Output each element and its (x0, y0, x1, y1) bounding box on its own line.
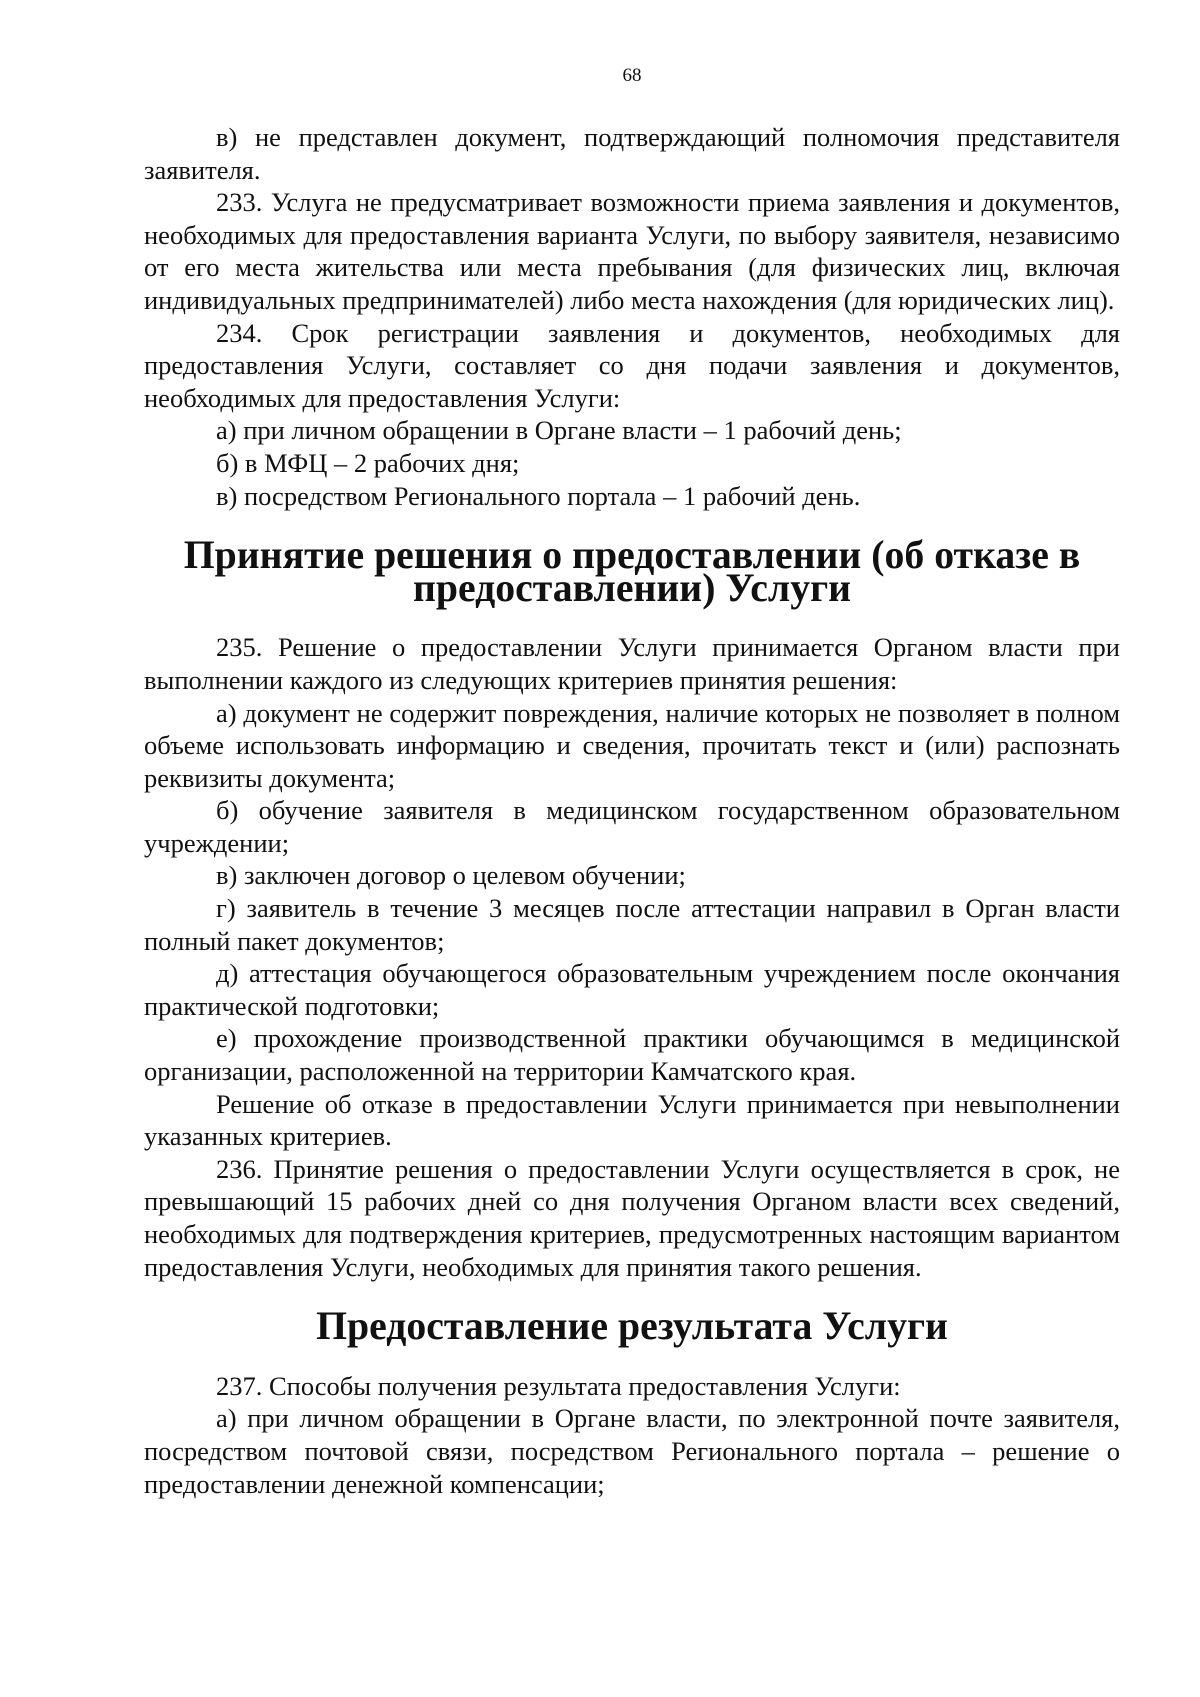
paragraph-representative-document: в) не представлен документ, подтверждающий полномочия представителя заявителя. (144, 122, 1120, 185)
paragraph-235-e: е) прохождение производственной практики обучающимся в медицинской организации, расположенной на территории Камчатского края. (144, 1023, 1120, 1087)
paragraph-234-v: в) посредством Регионального портала – 1 рабочий день. (216, 480, 861, 511)
paragraph-236: 236. Принятие решения о предоставлении Услуги осуществляется в срок, не превышающий 15 рабочих дней со дня получения Органом власти всех сведений, необходимых для подтверждения критериев, предусмотренных настоящим вариантом предоставления Услуги, необходимых для принятия такого решения. (144, 1153, 1120, 1282)
document-page (144, 64, 1120, 1500)
section-heading-result: Предоставление результата Услуги (316, 1304, 948, 1349)
paragraph-233: 233. Услуга не предусматривает возможности приема заявления и документов, необходимых для предоставления варианта Услуги, по выбору заявителя, независимо от его места жительства или места пребывания (для физических лиц, включая индивидуальных предпринимателей) либо места нахождения (для юридических лиц). (144, 187, 1120, 315)
paragraph-235-d: д) аттестация обучающегося образовательным учреждением после окончания практической подготовки; (144, 958, 1120, 1021)
paragraph-234: 234. Срок регистрации заявления и документов, необходимых для предоставления Услуги, составляет со дня подачи заявления и документов, необходимых для предоставления Услуги: (144, 317, 1120, 413)
paragraph-235: 235. Решение о предоставлении Услуги принимается Органом власти при выполнении каждого из следующих критериев принятия решения: (144, 632, 1120, 695)
paragraph-refusal-decision: Решение об отказе в предоставлении Услуги принимается при невыполнении указанных критериев. (144, 1088, 1120, 1152)
paragraph-235-b: б) обучение заявителя в медицинском государственном образовательном учреждении; (144, 795, 1120, 858)
paragraph-235-a: а) документ не содержит повреждения, наличие которых не позволяет в полном объеме использовать информацию и сведения, прочитать текст и (или) распознать реквизиты документа; (144, 697, 1120, 793)
paragraph-234-a: а) при личном обращении в Органе власти – 1 рабочий день; (216, 415, 902, 446)
page-number: 68 (622, 65, 642, 86)
paragraph-234-b: б) в МФЦ – 2 рабочих дня; (216, 447, 520, 478)
paragraph-237-a: а) при личном обращении в Органе власти, по электронной почте заявителя, посредством почтовой связи, посредством Регионального портала – решение о предоставлении денежной компенсации; (144, 1403, 1120, 1499)
paragraph-235-v: в) заключен договор о целевом обучении; (216, 860, 686, 891)
paragraph-235-g: г) заявитель в течение 3 месяцев после аттестации направил в Орган власти полный пакет документов; (144, 893, 1120, 956)
paragraph-237: 237. Способы получения результата предоставления Услуги: (216, 1370, 901, 1401)
section-heading-decision: Принятие решения о предоставлении (об отказе в предоставлении) Услуги (183, 533, 1081, 610)
